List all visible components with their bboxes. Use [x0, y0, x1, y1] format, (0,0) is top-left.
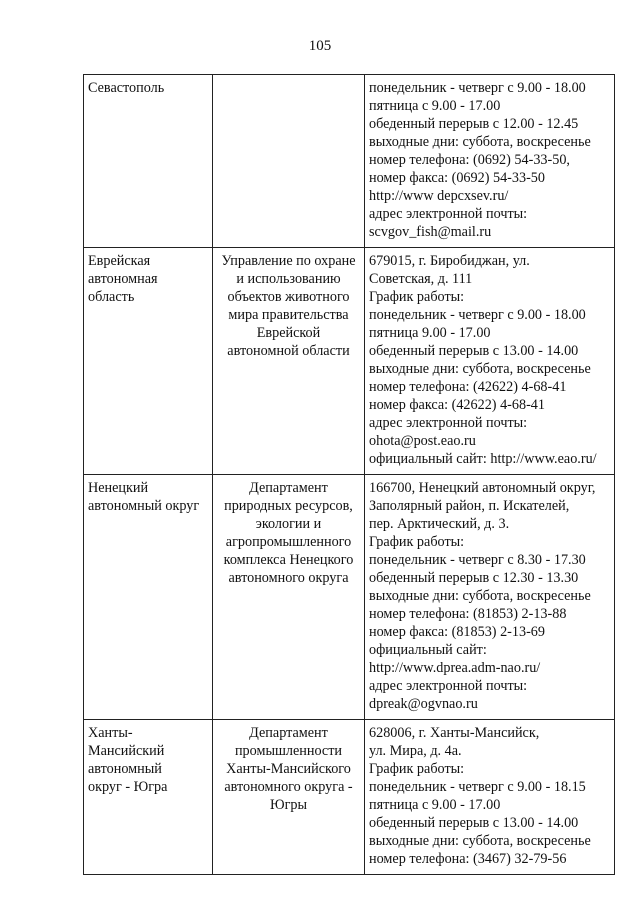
authority-line: Департамент — [249, 725, 328, 741]
region-line: Мансийский — [88, 743, 165, 759]
region-cell — [84, 720, 213, 875]
authority-line: Департамент — [249, 480, 328, 496]
authority-cell — [213, 75, 365, 248]
authority-cell — [213, 248, 365, 475]
region-line: Ненецкий — [88, 480, 149, 496]
table-row — [84, 75, 615, 248]
table-row — [84, 475, 615, 720]
authority-line: природных ресурсов, — [224, 498, 353, 514]
region-cell — [84, 475, 213, 720]
contacts-line: понедельник - четверг с 9.00 - 18.00 — [369, 80, 586, 96]
contacts-line: номер телефона: (81853) 2-13-88 — [369, 606, 567, 622]
contacts-line: http://www depcxsev.ru/ — [369, 188, 509, 204]
authority-line: и использованию — [236, 271, 341, 287]
contacts-line: адрес электронной почты: — [369, 415, 528, 431]
table-row — [84, 248, 615, 475]
region-line: Еврейская — [88, 253, 151, 269]
region-cell — [84, 248, 213, 475]
authority-contacts-table — [83, 74, 615, 875]
contacts-line: выходные дни: суббота, воскресенье — [369, 588, 591, 604]
contacts-line: номер факса: (81853) 2-13-69 — [369, 624, 545, 640]
authority-line: комплекса Ненецкого — [223, 552, 354, 568]
contacts-line: пятница 9.00 - 17.00 — [369, 325, 491, 341]
contacts-line: обеденный перерыв с 12.30 - 13.30 — [369, 570, 579, 586]
contacts-line: 166700, Ненецкий автономный округ, — [369, 480, 596, 496]
contacts-line: выходные дни: суббота, воскресенье — [369, 361, 591, 377]
contacts-cell — [365, 75, 615, 248]
authority-line: агропромышленного — [225, 534, 352, 550]
contacts-line: обеденный перерыв с 13.00 - 14.00 — [369, 343, 579, 359]
contacts-cell — [365, 475, 615, 720]
authority-line: Еврейской — [256, 325, 321, 341]
authority-line: экологии и — [255, 516, 322, 532]
contacts-line: dpreak@ogvnao.ru — [369, 696, 478, 712]
region-line: Ханты- — [88, 725, 133, 741]
authority-line: автономного округа — [228, 570, 349, 586]
contacts-line: пятница с 9.00 - 17.00 — [369, 797, 501, 813]
contacts-line: номер факса: (0692) 54-33-50 — [369, 170, 545, 186]
contacts-line: официальный сайт: — [369, 642, 487, 658]
authority-line: Югры — [269, 797, 308, 813]
contacts-line: ул. Мира, д. 4а. — [369, 743, 462, 759]
contacts-line: пер. Арктический, д. 3. — [369, 516, 510, 532]
region-line: область — [88, 289, 135, 305]
authority-line: объектов животного — [227, 289, 350, 305]
authority-line: автономной области — [227, 343, 350, 359]
contacts-cell — [365, 248, 615, 475]
contacts-line: выходные дни: суббота, воскресенье — [369, 833, 591, 849]
contacts-line: официальный сайт: http://www.eao.ru/ — [369, 451, 597, 467]
contacts-line: номер телефона: (42622) 4-68-41 — [369, 379, 567, 395]
contacts-cell — [365, 720, 615, 875]
contacts-line: номер телефона: (0692) 54-33-50, — [369, 152, 570, 168]
authority-line: Управление по охране — [221, 253, 356, 269]
contacts-line: обеденный перерыв с 12.00 - 12.45 — [369, 116, 579, 132]
contacts-line: понедельник - четверг с 9.00 - 18.00 — [369, 307, 586, 323]
contacts-line: понедельник - четверг с 9.00 - 18.15 — [369, 779, 586, 795]
contacts-line: 679015, г. Биробиджан, ул. — [369, 253, 530, 269]
contacts-line: адрес электронной почты: — [369, 206, 528, 222]
authority-line: мира правительства — [228, 307, 349, 323]
contacts-line: Советская, д. 111 — [369, 271, 473, 287]
region-cell — [84, 75, 213, 248]
region-line: округ - Югра — [88, 779, 168, 795]
contacts-line: выходные дни: суббота, воскресенье — [369, 134, 591, 150]
contacts-line: Заполярный район, п. Искателей, — [369, 498, 570, 514]
authority-line: автономного округа - — [224, 779, 353, 795]
contacts-line: ohota@post.eao.ru — [369, 433, 476, 449]
region-line: Севастополь — [88, 80, 165, 96]
region-line: автономная — [88, 271, 158, 287]
authority-cell — [213, 720, 365, 875]
contacts-line: График работы: — [369, 534, 465, 550]
contacts-line: номер факса: (42622) 4-68-41 — [369, 397, 545, 413]
contacts-line: scvgov_fish@mail.ru — [369, 224, 492, 240]
contacts-line: номер телефона: (3467) 32-79-56 — [369, 851, 567, 867]
region-line: автономный округ — [88, 498, 200, 514]
region-line: автономный — [88, 761, 162, 777]
contacts-line: пятница с 9.00 - 17.00 — [369, 98, 501, 114]
contacts-line: График работы: — [369, 761, 465, 777]
contacts-line: http://www.dprea.adm-nao.ru/ — [369, 660, 541, 676]
contacts-line: График работы: — [369, 289, 465, 305]
authority-cell — [213, 475, 365, 720]
authority-line: Ханты-Мансийского — [226, 761, 351, 777]
contacts-line: 628006, г. Ханты-Мансийск, — [369, 725, 540, 741]
contacts-line: обеденный перерыв с 13.00 - 14.00 — [369, 815, 579, 831]
contacts-line: адрес электронной почты: — [369, 678, 528, 694]
authority-line: промышленности — [234, 743, 343, 759]
table-body — [84, 75, 615, 875]
page-number: 105 — [308, 38, 332, 54]
table-row — [84, 720, 615, 875]
contacts-line: понедельник - четверг с 8.30 - 17.30 — [369, 552, 586, 568]
